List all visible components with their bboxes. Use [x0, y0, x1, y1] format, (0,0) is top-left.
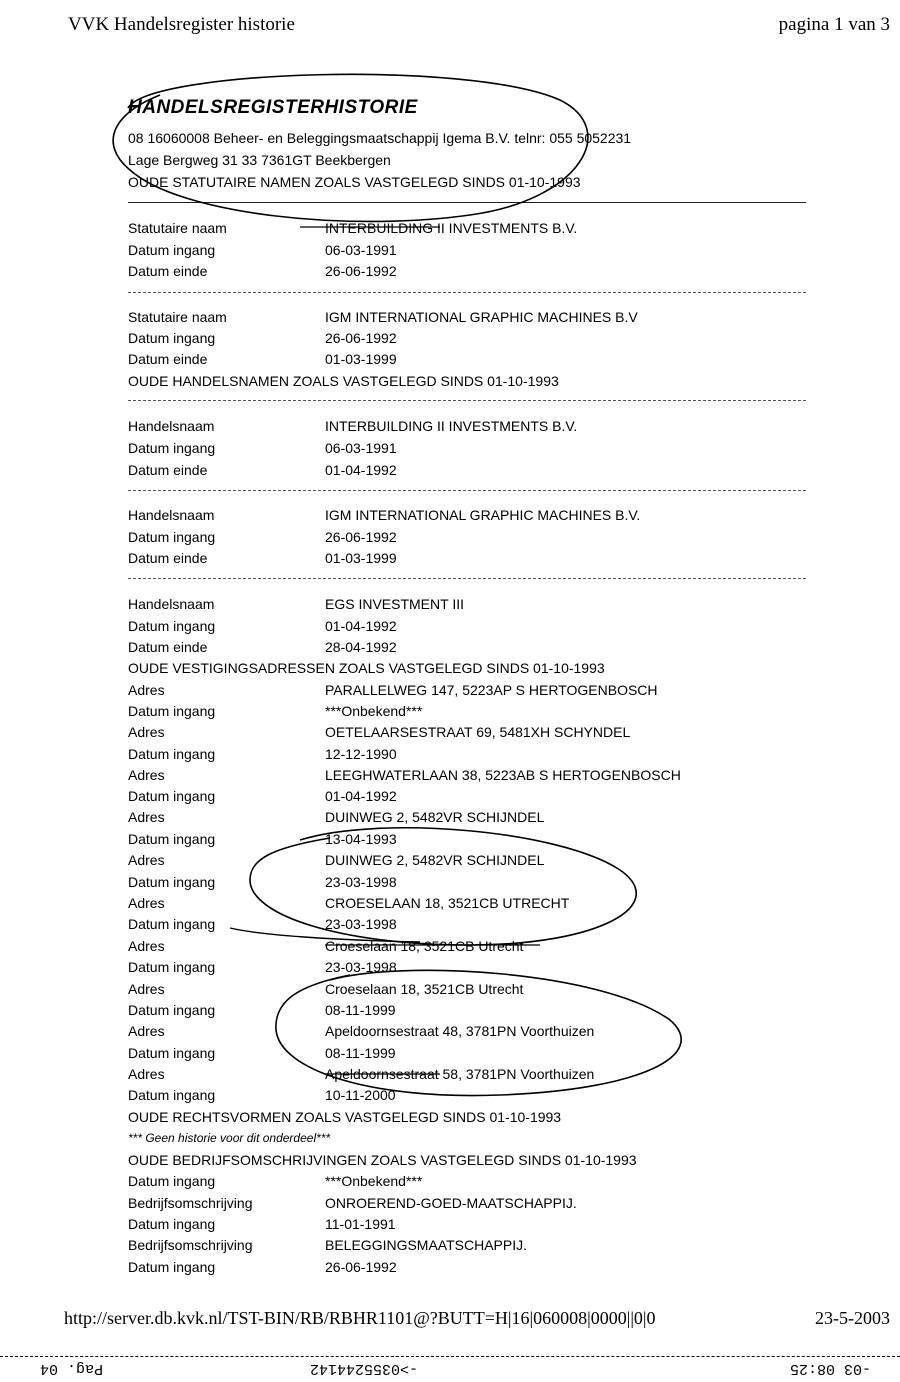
fax-strip-rule — [0, 1356, 900, 1357]
statutaire-name-label: Statutaire naam — [128, 220, 227, 236]
print-header-page-number: pagina 1 van 3 — [778, 14, 890, 35]
row-label: Adres — [128, 981, 165, 997]
row-value: LEEGHWATERLAAN 38, 5223AB S HERTOGENBOSCH — [325, 767, 681, 783]
section-heading-vestigingsadressen: OUDE VESTIGINGSADRESSEN ZOALS VASTGELEGD SINDS 01-10-1993 — [128, 660, 605, 676]
start-date-label: Datum ingang — [128, 330, 216, 346]
fax-timestamp: -03 08:25 — [790, 1360, 872, 1377]
end-date-value: 28-04-1992 — [325, 639, 397, 655]
no-history-note: *** Geen historie voor dit onderdeel*** — [128, 1131, 331, 1145]
row-value: 23-03-1998 — [325, 959, 397, 975]
row-value: ***Onbekend*** — [325, 1173, 423, 1189]
start-date-value: 01-04-1992 — [325, 618, 397, 634]
statutaire-name-label: Statutaire naam — [128, 309, 227, 325]
row-value: 08-11-1999 — [325, 1045, 396, 1061]
row-label: Adres — [128, 682, 165, 698]
row-value: 10-11-2000 — [325, 1087, 396, 1103]
row-label: Datum ingang — [128, 959, 216, 975]
row-label: Datum ingang — [128, 831, 216, 847]
row-value: 23-03-1998 — [325, 916, 397, 932]
end-date-value: 26-06-1992 — [325, 263, 397, 279]
row-value: ***Onbekend*** — [325, 703, 423, 719]
start-date-value: 26-06-1992 — [325, 529, 397, 545]
handelsnaam-label: Handelsnaam — [128, 596, 215, 612]
row-value: 11-01-1991 — [325, 1216, 396, 1232]
row-label: Adres — [128, 895, 165, 911]
divider — [128, 490, 806, 491]
end-date-label: Datum einde — [128, 462, 208, 478]
row-label: Adres — [128, 1066, 165, 1082]
row-label: Adres — [128, 724, 165, 740]
row-label: Datum ingang — [128, 1216, 216, 1232]
row-label: Datum ingang — [128, 1002, 216, 1018]
row-label: Adres — [128, 1023, 165, 1039]
start-date-label: Datum ingang — [128, 242, 216, 258]
start-date-label: Datum ingang — [128, 440, 216, 456]
row-label: Bedrijfsomschrijving — [128, 1237, 253, 1253]
row-value: DUINWEG 2, 5482VR SCHIJNDEL — [325, 852, 545, 868]
start-date-label: Datum ingang — [128, 529, 216, 545]
row-value: DUINWEG 2, 5482VR SCHIJNDEL — [325, 809, 545, 825]
row-label: Datum ingang — [128, 916, 216, 932]
divider — [128, 400, 806, 401]
row-value: Croeselaan 18, 3521CB Utrecht — [325, 981, 524, 997]
row-value: 26-06-1992 — [325, 1259, 397, 1275]
row-label: Datum ingang — [128, 788, 216, 804]
document-title: HANDELSREGISTERHISTORIE — [128, 97, 418, 118]
handelsnaam-label: Handelsnaam — [128, 507, 215, 523]
fax-number: ->0355244142 — [310, 1360, 419, 1377]
handelsnaam-value: IGM INTERNATIONAL GRAPHIC MACHINES B.V. — [325, 507, 641, 523]
row-label: Datum ingang — [128, 746, 216, 762]
row-value: 01-04-1992 — [325, 788, 397, 804]
print-header-title: VVK Handelsregister historie — [68, 14, 295, 35]
start-date-value: 26-06-1992 — [325, 330, 397, 346]
end-date-value: 01-04-1992 — [325, 462, 397, 478]
divider — [128, 202, 806, 203]
section-heading-rechtsvormen: OUDE RECHTSVORMEN ZOALS VASTGELEGD SINDS 01-10-1993 — [128, 1109, 562, 1125]
row-label: Adres — [128, 809, 165, 825]
statutaire-name-value: IGM INTERNATIONAL GRAPHIC MACHINES B.V — [325, 309, 638, 325]
section-heading-statutaire: OUDE STATUTAIRE NAMEN ZOALS VASTGELEGD SINDS 01-10-1993 — [128, 174, 581, 190]
start-date-label: Datum ingang — [128, 618, 216, 634]
row-value: 08-11-1999 — [325, 1002, 396, 1018]
end-date-value: 01-03-1999 — [325, 550, 397, 566]
start-date-value: 06-03-1991 — [325, 242, 397, 258]
annotation-ellipse-duinweg — [250, 828, 636, 945]
end-date-label: Datum einde — [128, 351, 208, 367]
row-label: Bedrijfsomschrijving — [128, 1195, 253, 1211]
company-address: Lage Bergweg 31 33 7361GT Beekbergen — [128, 152, 391, 168]
print-footer-url: http://server.db.kvk.nl/TST-BIN/RB/RBHR1101@?BUTT=H|16|060008|0000||0|0 — [64, 1308, 656, 1328]
row-value: Croeselaan 18, 3521CB Utrecht — [325, 938, 524, 954]
row-value: 23-03-1998 — [325, 874, 397, 890]
end-date-label: Datum einde — [128, 639, 208, 655]
row-value: Apeldoornsestraat 48, 3781PN Voorthuizen — [325, 1023, 595, 1039]
row-label: Datum ingang — [128, 1173, 216, 1189]
handelsnaam-label: Handelsnaam — [128, 418, 215, 434]
row-value: OETELAARSESTRAAT 69, 5481XH SCHYNDEL — [325, 724, 631, 740]
end-date-label: Datum einde — [128, 263, 208, 279]
handelsnaam-value: INTERBUILDING II INVESTMENTS B.V. — [325, 418, 578, 434]
row-value: BELEGGINGSMAATSCHAPPIJ. — [325, 1237, 528, 1253]
row-value: PARALLELWEG 147, 5223AP S HERTOGENBOSCH — [325, 682, 658, 698]
start-date-value: 06-03-1991 — [325, 440, 397, 456]
end-date-label: Datum einde — [128, 550, 208, 566]
section-heading-handelsnamen: OUDE HANDELSNAMEN ZOALS VASTGELEGD SINDS 01-10-1993 — [128, 373, 559, 389]
section-heading-bedrijfsomschrijvingen: OUDE BEDRIJFSOMSCHRIJVINGEN ZOALS VASTGELEGD SINDS 01-10-1993 — [128, 1152, 637, 1168]
row-label: Datum ingang — [128, 874, 216, 890]
company-line: 08 16060008 Beheer- en Beleggingsmaatschappij Igema B.V. telnr: 055 5052231 — [128, 130, 632, 146]
divider — [128, 578, 806, 579]
row-value: 13-04-1993 — [325, 831, 397, 847]
print-footer-date: 23-5-2003 — [815, 1308, 890, 1328]
row-value: CROESELAAN 18, 3521CB UTRECHT — [325, 895, 570, 911]
row-label: Datum ingang — [128, 1087, 216, 1103]
fax-page-number: Pag. 04 — [40, 1360, 104, 1377]
row-value: 12-12-1990 — [325, 746, 397, 762]
row-label: Adres — [128, 767, 165, 783]
divider — [128, 292, 806, 293]
statutaire-name-value: INTERBUILDING II INVESTMENTS B.V. — [325, 220, 578, 236]
row-value: ONROEREND-GOED-MAATSCHAPPIJ. — [325, 1195, 577, 1211]
handelsnaam-value: EGS INVESTMENT III — [325, 596, 464, 612]
row-value: Apeldoornsestraat 58, 3781PN Voorthuizen — [325, 1066, 595, 1082]
row-label: Datum ingang — [128, 1259, 216, 1275]
row-label: Datum ingang — [128, 1045, 216, 1061]
row-label: Adres — [128, 938, 165, 954]
row-label: Adres — [128, 852, 165, 868]
row-label: Datum ingang — [128, 703, 216, 719]
end-date-value: 01-03-1999 — [325, 351, 397, 367]
